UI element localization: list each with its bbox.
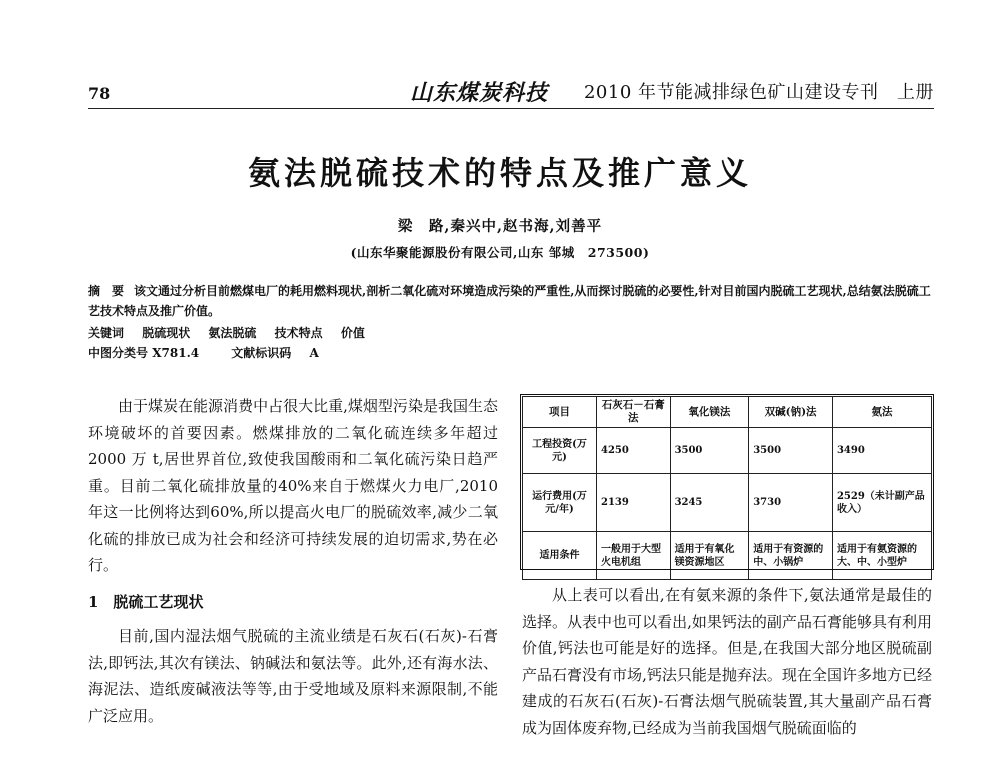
page-number: 78 bbox=[88, 84, 111, 103]
page-header bbox=[88, 74, 934, 108]
clc-value: X781.4 bbox=[152, 346, 200, 360]
table-row-label: 适用条件 bbox=[523, 532, 597, 580]
table-cell: 一般用于大型火电机组 bbox=[597, 532, 671, 580]
table-cell: 3500 bbox=[670, 428, 749, 474]
table-cell: 3490 bbox=[832, 428, 931, 474]
affiliation: (山东华聚能源股份有限公司,山东 邹城 273500) bbox=[350, 245, 650, 260]
keywords bbox=[88, 324, 365, 341]
authors: 梁 路,秦兴中,赵书海,刘善平 bbox=[397, 218, 603, 235]
table-row bbox=[523, 474, 932, 532]
table-cell: 3245 bbox=[670, 474, 749, 532]
table-cell: 3730 bbox=[749, 474, 833, 532]
table-cell: 4250 bbox=[597, 428, 671, 474]
table-cell: 2529（未计副产品收入） bbox=[832, 474, 931, 532]
table-cell: 适用于有氨资源的大、中、小型炉 bbox=[832, 532, 931, 580]
clc-label: 中图分类号 bbox=[88, 346, 149, 360]
table-cell: 适用于有氧化镁资源地区 bbox=[670, 532, 749, 580]
journal-logo: 山东煤炭科技 bbox=[410, 80, 549, 106]
table-cell: 2139 bbox=[597, 474, 671, 532]
keywords-label: 关键词 bbox=[88, 326, 125, 340]
abstract-label: 摘 要 bbox=[88, 284, 125, 298]
issue-title: 2010 年节能减排绿色矿山建设专刊 上册 bbox=[583, 82, 934, 103]
body-right-column bbox=[522, 582, 932, 741]
table-header-cell: 双碱(钠)法 bbox=[749, 397, 833, 428]
comparison-table bbox=[522, 396, 932, 580]
table-header-cell: 氨法 bbox=[832, 397, 931, 428]
abstract bbox=[88, 281, 934, 321]
keyword-item: 脱硫现状 bbox=[142, 326, 191, 340]
article-title: 氨法脱硫技术的特点及推广意义 bbox=[247, 154, 752, 192]
header-rule bbox=[88, 108, 934, 109]
table-cell: 适用于有资源的中、小锅炉 bbox=[749, 532, 833, 580]
paragraph: 从上表可以看出,在有氨来源的条件下,氨法通常是最佳的选择。从表中也可以看出,如果钙法的副产品石膏能够具有利用价值,钙法也可能是好的选择。但是,在我国大部分地区脱硫副产品石膏没有市场,钙法只能是抛弃法。现在全国许多地方已经建成的石灰石(石灰)-石膏法烟气脱硫装置,其大量副产品石膏成为固体废弃物,已经成为当前我国烟气脱硫面临的 bbox=[522, 586, 932, 737]
table-header-cell: 项目 bbox=[523, 397, 597, 428]
table-row-label: 运行费用(万元/年) bbox=[523, 474, 597, 532]
doc-code-value: A bbox=[309, 346, 319, 360]
keyword-item: 价值 bbox=[340, 326, 365, 340]
body-left-column bbox=[88, 393, 498, 729]
paragraph: 由于煤炭在能源消费中占很大比重,煤烟型污染是我国生态环境破坏的首要因素。燃煤排放的二氧化硫连续多年超过2000 万 t,居世界首位,致使我国酸雨和二氧化硫污染日趋严重。目前二氧化硫排放量的40%来自于燃煤火力电厂,2010 年这一比例将达到60%,所以提高火电厂的脱硫效率,减少二氧化硫的排放已成为社会和经济可持续发展的迫切需求,势在必行。 bbox=[88, 397, 498, 574]
table-header-row bbox=[523, 397, 932, 428]
table-header-cell: 石灰石－石膏法 bbox=[597, 397, 671, 428]
paragraph: 目前,国内湿法烟气脱硫的主流业绩是石灰石(石灰)-石膏法,即钙法,其次有镁法、钠碱法和氨法等。此外,还有海水法、海泥法、造纸废碱液法等等,由于受地域及原料来源限制,不能广泛应用。 bbox=[88, 627, 498, 725]
table-row bbox=[523, 428, 932, 474]
table-header-cell: 氧化镁法 bbox=[670, 397, 749, 428]
section-heading: 1 脱硫工艺现状 bbox=[88, 592, 204, 611]
keyword-item: 氨法脱硫 bbox=[208, 326, 257, 340]
table-cell: 3500 bbox=[749, 428, 833, 474]
table-row bbox=[523, 532, 932, 580]
classification bbox=[88, 344, 319, 361]
doc-code-label: 文献标识码 bbox=[231, 346, 292, 360]
keyword-item: 技术特点 bbox=[274, 326, 323, 340]
table-row-label: 工程投资(万元) bbox=[523, 428, 597, 474]
abstract-text: 该文通过分析目前燃煤电厂的耗用燃料现状,剖析二氧化硫对环境造成污染的严重性,从而探讨脱硫的必要性,针对目前国内脱硫工艺现状,总结氨法脱硫工艺技术特点及推广价值。 bbox=[88, 284, 931, 318]
